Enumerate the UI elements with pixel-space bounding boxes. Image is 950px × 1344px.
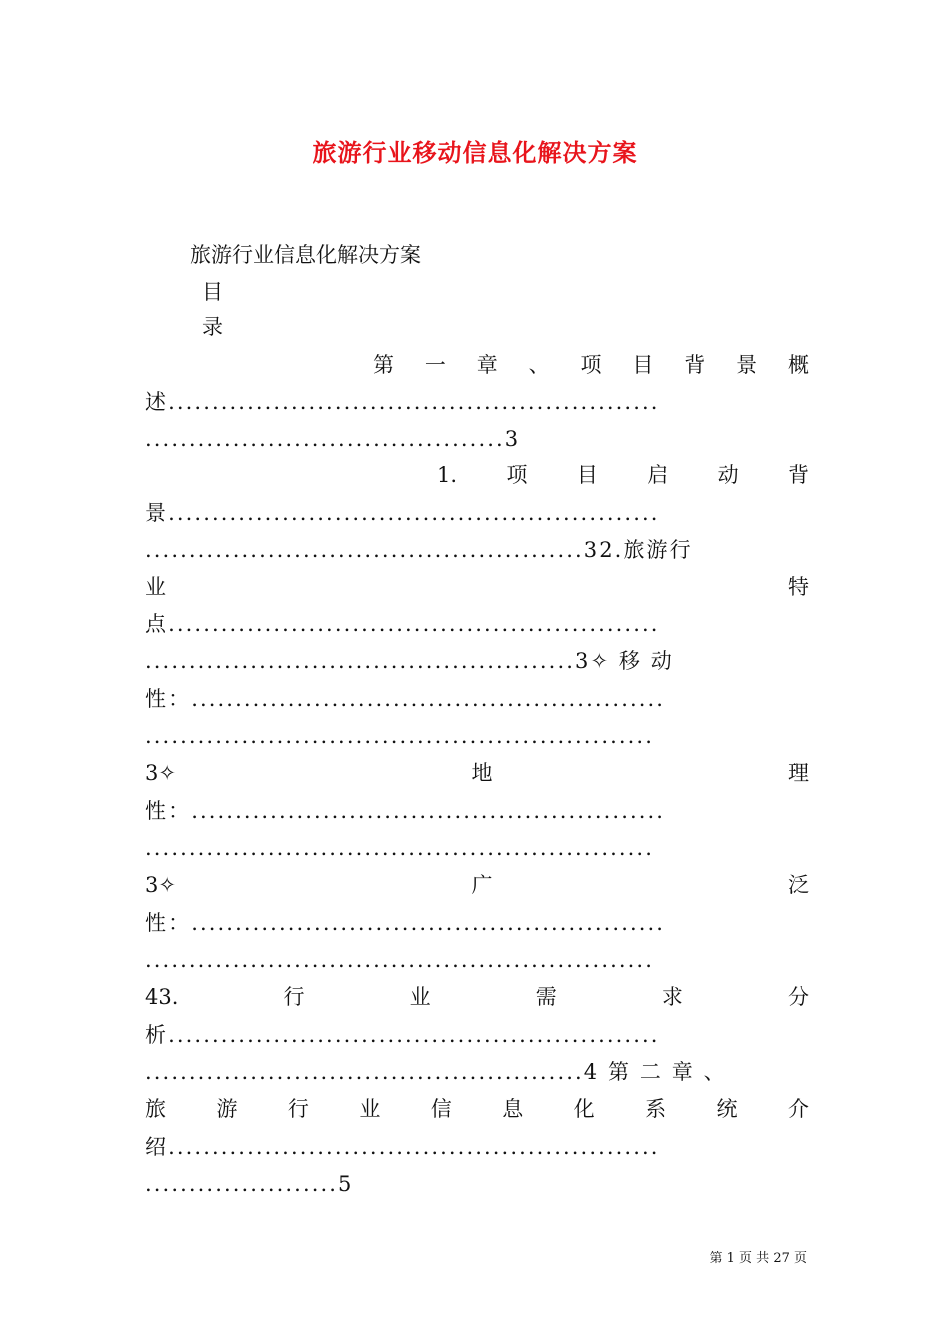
toc-line: 性：...................................................... <box>145 799 666 823</box>
toc-line: .......................................................... <box>145 948 654 972</box>
document-title: 旅游行业移动信息化解决方案 <box>312 138 638 167</box>
toc-line: 43. 行 业 需 求 分 <box>145 985 809 1009</box>
page-number: 第 1 页 共 27 页 <box>709 1251 807 1266</box>
toc-line: 点........................................................ <box>145 612 660 636</box>
subtitle: 旅游行业信息化解决方案 <box>190 243 421 267</box>
toc-line: .................................................3✧ 移 动 <box>145 649 674 673</box>
toc-heading-char-2: 录 <box>202 315 223 339</box>
toc-line: 景........................................................ <box>145 501 660 525</box>
toc-line: ..................................................32.旅游行 <box>145 538 693 562</box>
toc-line-section-1: 1. 项 目 启 动 背 <box>437 463 809 487</box>
toc-line: 述........................................................ <box>145 390 660 414</box>
toc-line: 绍........................................................ <box>145 1135 660 1159</box>
toc-line: 业 特 <box>145 575 809 599</box>
toc-line: 性：...................................................... <box>145 687 666 711</box>
toc-line: 性：...................................................... <box>145 911 666 935</box>
toc-line: .......................................................... <box>145 836 654 860</box>
toc-line: .........................................3 <box>145 427 521 451</box>
toc-line: ..................................................4 第 二 章 、 <box>145 1060 727 1084</box>
toc-line-chapter-1: 第 一 章 、 项 目 背 景 概 <box>373 353 809 377</box>
toc-line: 3✧ 广 泛 <box>145 873 809 897</box>
toc-line: 析........................................................ <box>145 1023 660 1047</box>
toc-heading-char-1: 目 <box>202 280 223 304</box>
toc-line: ......................5 <box>145 1172 354 1196</box>
toc-line: 3✧ 地 理 <box>145 761 809 785</box>
toc-line: .......................................................... <box>145 724 654 748</box>
toc-line: 旅 游 行 业 信 息 化 系 统 介 <box>145 1097 809 1121</box>
